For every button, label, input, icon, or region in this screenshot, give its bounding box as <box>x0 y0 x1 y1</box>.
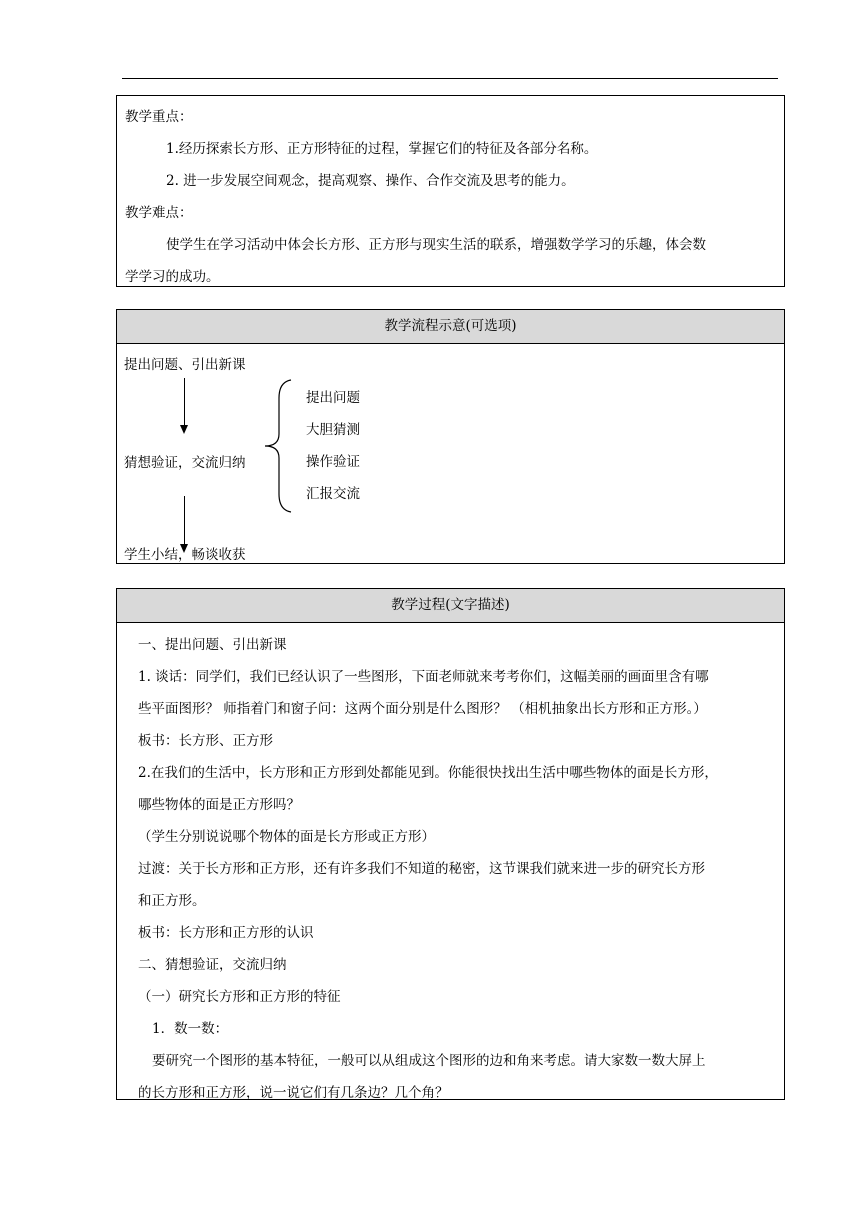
process-header: 教学过程(文字描述) <box>117 589 784 623</box>
process-line-3: 些平面图形？ 师指着门和窗子问：这两个面分别是什么图形？ （相机抽象出长方形和正方形。） <box>138 701 707 717</box>
process-line-2: 1. 谈话：同学们，我们已经认识了一些图形，下面老师就来考考你们，这幅美丽的画面里含有哪 <box>138 669 709 685</box>
key-points-box <box>116 95 785 287</box>
process-line-11: 二、猜想验证，交流归纳 <box>138 957 287 973</box>
process-line-5: 2.在我们的生活中，长方形和正方形到处都能见到。你能很快找出生活中哪些物体的面是长方形， <box>138 765 718 781</box>
key-point-2: 2. 进一步发展空间观念，提高观察、操作、合作交流及思考的能力。 <box>166 173 575 189</box>
flow-step-3: 学生小结，畅谈收获 <box>124 547 246 563</box>
process-line-9: 和正方形。 <box>138 893 206 909</box>
process-line-15: 的长方形和正方形，说一说它们有几条边？几个角？ <box>138 1085 449 1101</box>
process-line-14: 要研究一个图形的基本特征，一般可以从组成这个图形的边和角来考虑。请大家数一数大屏上 <box>152 1053 706 1069</box>
flow-sub-step-2: 大胆猜测 <box>306 422 360 438</box>
flow-step-1: 提出问题、引出新课 <box>124 357 246 373</box>
flow-arrow-1-head <box>180 425 188 434</box>
difficulty-text-line-1: 使学生在学习活动中体会长方形、正方形与现实生活的联系，增强数学学习的乐趣，体会数 <box>166 237 706 253</box>
process-line-13: 1．数一数： <box>152 1021 229 1037</box>
flow-step-2: 猜想验证，交流归纳 <box>124 455 246 471</box>
flow-arrow-2-line <box>184 496 185 546</box>
page-header-rule <box>122 78 778 79</box>
flow-sub-step-4: 汇报交流 <box>306 486 360 502</box>
difficulty-title: 教学难点： <box>125 205 193 221</box>
flow-arrow-1-line <box>184 378 185 426</box>
key-point-1: 1.经历探索长方形、正方形特征的过程，掌握它们的特征及各部分名称。 <box>166 141 598 157</box>
process-line-6: 哪些物体的面是正方形吗？ <box>138 797 300 813</box>
difficulty-text-line-2: 学学习的成功。 <box>125 269 220 285</box>
flow-sub-step-3: 操作验证 <box>306 454 360 470</box>
flow-header: 教学流程示意(可选项) <box>117 310 784 344</box>
process-line-12: （一）研究长方形和正方形的特征 <box>138 989 341 1005</box>
key-points-title: 教学重点： <box>125 109 193 125</box>
process-line-7: （学生分别说说哪个物体的面是长方形或正方形） <box>138 829 435 845</box>
flow-sub-step-1: 提出问题 <box>306 390 360 406</box>
process-line-10: 板书：长方形和正方形的认识 <box>138 925 314 941</box>
process-line-4: 板书：长方形、正方形 <box>138 733 273 749</box>
flow-brace <box>259 378 295 514</box>
process-line-1: 一、提出问题、引出新课 <box>138 637 287 653</box>
teaching-flow-box <box>116 309 785 564</box>
process-line-8: 过渡：关于长方形和正方形，还有许多我们不知道的秘密，这节课我们就来进一步的研究长方形 <box>138 861 705 877</box>
teaching-process-box <box>116 588 785 1100</box>
